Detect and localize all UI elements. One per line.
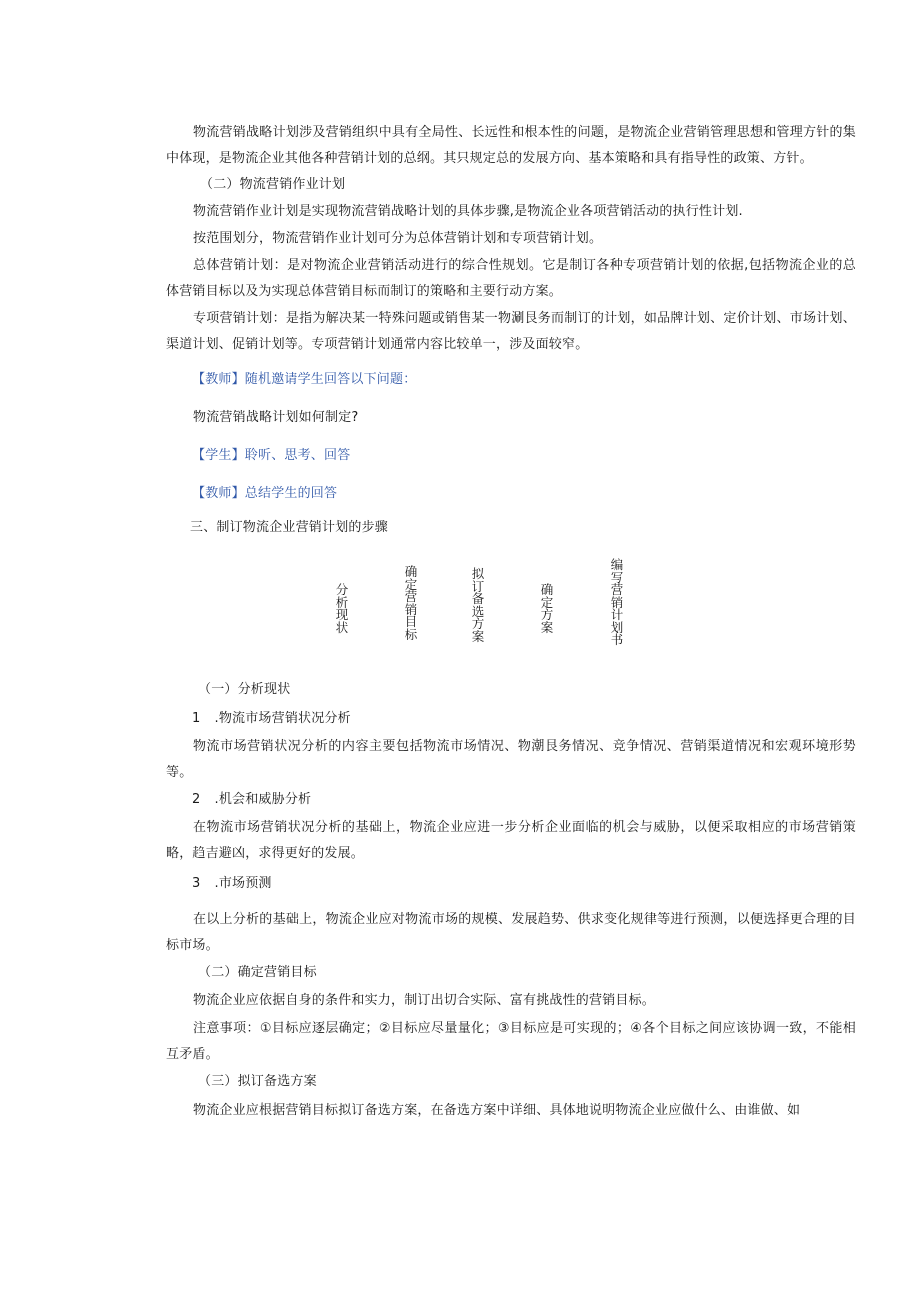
paragraph-special-plan: 专项营销计划：是指为解决某一特殊问题或销售某一物涮艮务而制订的计划，如品牌计划、定价计划、市场计划、渠道计划、促销计划等。专项营销计划通常内容比较单一，涉及面较窄。 <box>166 311 856 352</box>
paragraph-alternatives: 物流企业应根据营销目标拟订备选方案，在备选方案中详细、具体地说明物流企业应做什么、由谁做、如 <box>193 1103 801 1118</box>
paragraph-overall-plan: 总体营销计划：是对物流企业营销活动进行的综合性规划。它是制订各种专项营销计划的依据,包括物流企业的总体营销目标以及为实现总体营销目标而制订的策略和主要行动方案。 <box>166 258 856 299</box>
teacher-summary: 【教师】总结学生的回答 <box>192 486 338 501</box>
paragraph-opportunity-threat: 在物流市场营销状况分析的基础上，物流企业应进一步分析企业面临的机会与威胁，以便采取相应的市场营销策略，趋吉避凶，求得更好的发展。 <box>166 820 856 861</box>
flow-step-set-target: 确定营销目标 <box>404 564 418 642</box>
flow-step-write-plan: 编写营销计划书 <box>610 557 624 647</box>
paragraph-target: 物流企业应依据自身的条件和实力，制订出切合实际、富有挑战性的营销目标。 <box>193 993 656 1008</box>
student-activity: 【学生】聆听、思考、回答 <box>192 448 351 463</box>
paragraph-market-forecast: 在以上分析的基础上，物流企业应对物流市场的规模、发展趋势、供求变化规律等进行预测，以便选择更合理的目标市场。 <box>166 912 856 953</box>
flow-step-decide-plan: 确定方案 <box>540 582 554 635</box>
paragraph-target-notes: 注意事项：①目标应逐层确定；②目标应尽量量化；③目标应是可实现的；④各个目标之间应该协调一致，不能相互矛盾。 <box>166 1021 856 1062</box>
flow-step-analyze: 分析现状 <box>335 582 349 635</box>
flow-step-draft-alternatives: 拟订备选方案 <box>471 566 485 644</box>
heading-operation-plan: （二）物流营销作业计划 <box>200 177 346 192</box>
teacher-prompt: 【教师】随机邀请学生回答以下问题： <box>192 372 417 387</box>
heading-alternatives: （三）拟订备选方案 <box>198 1074 317 1089</box>
heading-target: （二）确定营销目标 <box>198 965 317 980</box>
question-text: 物流营销战略计划如何制定? <box>193 410 359 425</box>
heading-steps: 三、制订物流企业营销计划的步骤 <box>190 520 389 535</box>
subheading-opportunity-threat: 2 .机会和威胁分析 <box>192 792 312 807</box>
paragraph-strategy-plan: 物流营销战略计划涉及营销组织中具有全局性、长远性和根本性的问题，是物流企业营销管理思想和管理方针的集中体现，是物流企业其他各种营销计划的总纲。其只规定总的发展方向、基本策略和具有指导性的政策、方针。 <box>166 125 856 166</box>
paragraph-operation-plan: 物流营销作业计划是实现物流营销战略计划的具体步骤,是物流企业各项营销活动的执行性计划. <box>193 204 743 219</box>
heading-analysis: （一）分析现状 <box>198 682 291 697</box>
subheading-market-status: 1 .物流市场营销状况分析 <box>192 711 351 726</box>
paragraph-market-status: 物流市场营销状况分析的内容主要包括物流市场情况、物潮艮务情况、竞争情况、营销渠道情况和宏观环境形势等。 <box>166 739 856 780</box>
paragraph-scope-division: 按范围划分，物流营销作业计划可分为总体营销计划和专项营销计划。 <box>193 231 603 246</box>
subheading-market-forecast: 3 .市场预测 <box>192 876 272 891</box>
